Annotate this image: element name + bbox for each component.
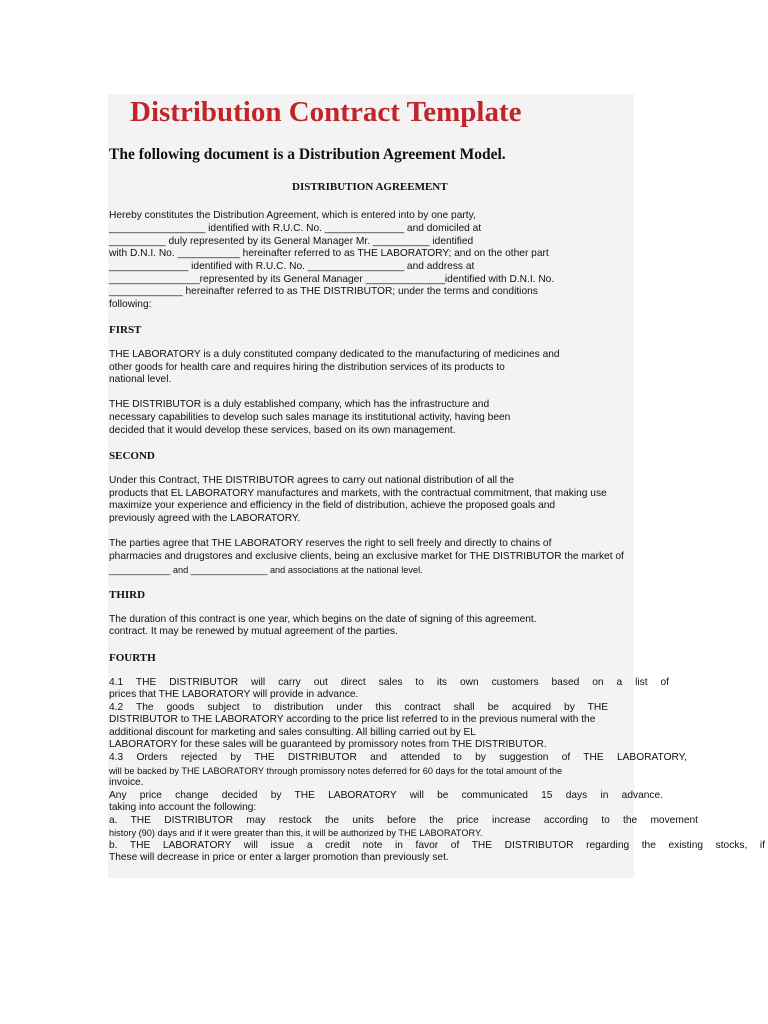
intro-line: Hereby constitutes the Distribution Agreement, which is entered into by one party, [109, 210, 476, 221]
paragraph-line: The parties agree that THE LABORATORY reserves the right to sell freely and directly to chains of [109, 538, 552, 549]
agreement-heading: DISTRIBUTION AGREEMENT [292, 181, 448, 193]
clause-line: additional discount for marketing and sales consulting. All billing carried out by EL [109, 727, 476, 738]
clause-line: Any price change decided by THE LABORATORY will be communicated 15 days in advance. [109, 790, 663, 801]
clause-line: These will decrease in price or enter a larger promotion than previously set. [109, 852, 449, 863]
clause-line: 4.2 The goods subject to distribution under this contract shall be acquired by THE [109, 702, 608, 713]
paragraph-line: national level. [109, 374, 172, 385]
document-subtitle: The following document is a Distribution Agreement Model. [109, 146, 506, 163]
intro-line: with D.N.I. No. ___________ hereinafter referred to as THE LABORATORY; and on the other part [109, 248, 549, 259]
paragraph-line: THE DISTRIBUTOR is a duly established company, which has the infrastructure and [109, 399, 490, 410]
section-heading-first: FIRST [109, 324, 142, 336]
paragraph-line: The duration of this contract is one year, which begins on the date of signing of this agreement. [109, 614, 537, 625]
clause-line: history (90) days and if it were greater than this, it will be authorized by THE LABORATORY. [109, 828, 483, 838]
clause-line: prices that THE LABORATORY will provide in advance. [109, 689, 359, 700]
clause-line: a. THE DISTRIBUTOR may restock the units before the price increase according to the movement [109, 815, 698, 826]
clause-line: b. THE LABORATORY will issue a credit note in favor of THE DISTRIBUTOR regarding the existing stocks, if [109, 840, 765, 851]
paragraph-line: maximize your experience and efficiency in the field of distribution, achieve the proposed goals and [109, 500, 556, 511]
paragraph-line: contract. It may be renewed by mutual agreement of the parties. [109, 626, 398, 637]
intro-line: __________ duly represented by its General Manager Mr. __________ identified [109, 236, 474, 247]
clause-line: DISTRIBUTOR to THE LABORATORY according to the price list referred to in the previous numeral with the [109, 714, 596, 725]
clause-line: taking into account the following: [109, 802, 257, 813]
section-heading-second: SECOND [109, 450, 155, 462]
intro-line: _____________ hereinafter referred to as THE DISTRIBUTOR; under the terms and conditions [109, 286, 538, 297]
clause-line: will be backed by THE LABORATORY through promissory notes deferred for 60 days for the total amount of the [109, 766, 563, 776]
paragraph-line: other goods for health care and requires hiring the distribution services of its products to [109, 362, 505, 373]
section-heading-fourth: FOURTH [109, 652, 156, 664]
clause-line: invoice. [109, 777, 144, 788]
paragraph-line: pharmacies and drugstores and exclusive clients, being an exclusive market for THE DISTRIBUTOR the market of [109, 551, 624, 562]
clause-line: 4.3 Orders rejected by THE DISTRIBUTOR and attended to by suggestion of THE LABORATORY, [109, 752, 687, 763]
paragraph-line: THE LABORATORY is a duly constituted company dedicated to the manufacturing of medicines and [109, 349, 560, 360]
paragraph-line: previously agreed with the LABORATORY. [109, 513, 301, 524]
paragraph-line: products that EL LABORATORY manufactures and markets, with the contractual commitment, that making use [109, 488, 607, 499]
document-title: Distribution Contract Template [130, 96, 522, 128]
clause-line: LABORATORY for these sales will be guaranteed by promissory notes from THE DISTRIBUTOR. [109, 739, 547, 750]
paragraph-line: necessary capabilities to develop such sales manage its institutional activity, having been [109, 412, 511, 423]
intro-line: following: [109, 299, 152, 310]
paragraph-line: Under this Contract, THE DISTRIBUTOR agrees to carry out national distribution of all the [109, 475, 515, 486]
paragraph-line: decided that it would develop these services, based on its own management. [109, 425, 456, 436]
section-heading-third: THIRD [109, 589, 146, 601]
intro-line: _________________ identified with R.U.C. No. ______________ and domiciled at [109, 223, 482, 234]
intro-line: ______________ identified with R.U.C. No. _________________ and address at [109, 261, 475, 272]
intro-line: ________________represented by its General Manager ______________identified with D.N.I. No. [109, 274, 555, 285]
clause-line: 4.1 THE DISTRIBUTOR will carry out direct sales to its own customers based on a list of [109, 677, 669, 688]
paragraph-line: ____________ and _______________ and associations at the national level. [109, 565, 423, 575]
